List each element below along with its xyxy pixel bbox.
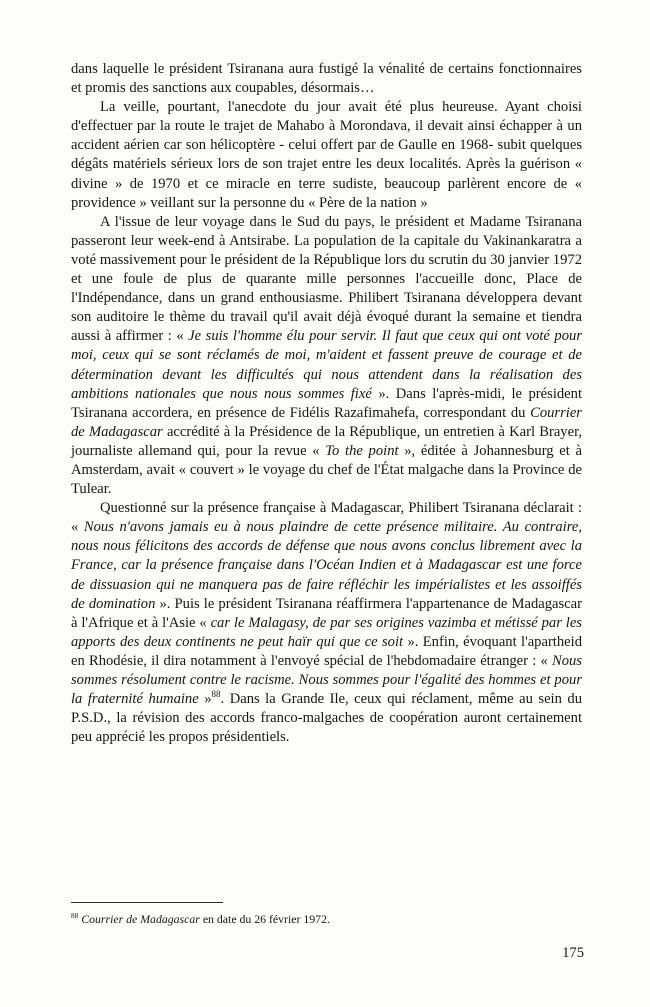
- text-segment: . Dans la Grande Ile, ceux qui réclament, même au sein du P.S.D., la révision des accords franco-malgaches de coopération auront certainement peu apprécié les propos présidentiels.: [71, 691, 582, 746]
- text-segment: ». Dans l'après-midi, le président Tsiranana accordera, en présence de Fidélis Razafimahefa, correspondant du: [71, 385, 582, 421]
- footnote-separator: [71, 902, 223, 903]
- footnote-reference: 88: [71, 911, 79, 921]
- footnote: [71, 912, 582, 927]
- text-segment: Questionné sur la présence française à Madagascar, Philibert Tsiranana déclarait : «: [71, 500, 582, 536]
- text-segment: car le Malagasy, de par ses origines vazimba et métissé par les apports des deux continents ne peut haïr qui que ce soit: [71, 614, 582, 650]
- text-segment: Courrier de Madagascar: [81, 912, 200, 926]
- paragraph: [71, 213, 582, 499]
- text-segment: dans laquelle le président Tsiranana aura fustigé la vénalité de certains fonctionnaires et promis des sanctions aux coupables, désormais…: [71, 61, 582, 97]
- page-number: 175: [562, 945, 584, 961]
- paragraph: [71, 60, 582, 98]
- footnote-reference: 88: [211, 689, 221, 700]
- text-segment: La veille, pourtant, l'anecdote du jour avait été plus heureuse. Ayant choisi d'effectuer par la route le trajet de Mahabo à Morondava, il devait ainsi échapper à un accident aérien car son hélicoptère - celui offert par de Gaulle en 1968- subit quelques dégâts matériels sérieux lors de son trajet entre les deux localités. Après la guérison « divine » de 1970 et ce miracle en terre sudiste, beaucoup parlèrent encore de « providence » veillant sur la personne du « Père de la nation »: [71, 99, 582, 211]
- text-block: [71, 60, 582, 747]
- text-segment: Courrier de Madagascar: [71, 404, 582, 440]
- text-segment: Nous n'avons jamais eu à nous plaindre de cette présence militaire. Au contraire, nous nous félicitons des accords de défense que nous avons conclus librement avec la France, car la présence française dans l'Océan Indien et à Madagascar est une force de dissuasion qui ne manquera pas de faire réfléchir les impérialistes et les assoiffés de domination: [71, 519, 582, 612]
- paragraph: [71, 98, 582, 213]
- text-segment: A l'issue de leur voyage dans le Sud du pays, le président et Madame Tsiranana passeront leur week-end à Antsirabe. La population de la capitale du Vakinankaratra a voté massivement pour le président de la République lors du scrutin du 30 janvier 1972 et une foule de plus de quarante mille personnes l'accueille donc, Place de l'Indépendance, dans un grand enthousiasme. Philibert Tsiranana développera devant son auditoire le thème du travail qu'il avait déjà évoqué durant la semaine et tiendra aussi à affirmer : «: [71, 213, 582, 345]
- text-segment: To the point: [325, 442, 399, 459]
- text-segment: Nous sommes résolument contre le racisme. Nous sommes pour l'égalité des hommes et pour la fraternité humaine: [71, 652, 582, 708]
- text-segment: ». Puis le président Tsiranana réaffirmera l'appartenance de Madagascar à l'Afrique et à l'Asie «: [71, 595, 582, 631]
- text-segment: », éditée à Johannesburg et à Amsterdam, avait « couvert » le voyage du chef de l'État malgache dans la Province de Tulear.: [71, 442, 582, 498]
- text-segment: ». Enfin, évoquant l'apartheid en Rhodésie, il dira notamment à l'envoyé spécial de l'hebdomadaire étranger : «: [71, 633, 582, 669]
- text-segment: accrédité à la Présidence de la République, un entretien à Karl Brayer, journaliste allemand qui, pour la revue «: [71, 423, 582, 459]
- text-segment: »: [198, 691, 212, 708]
- text-segment: Je suis l'homme élu pour servir. Il faut que ceux qui ont voté pour moi, ceux qui se sont réclamés de moi, m'aident et fassent preuve de courage et de détermination devant les difficultés qui nous attendent dans la réalisation des ambitions nationales que nous nous sommes fixé: [71, 328, 582, 402]
- paragraph: [71, 499, 582, 747]
- text-segment: en date du 26 février 1972.: [199, 912, 330, 926]
